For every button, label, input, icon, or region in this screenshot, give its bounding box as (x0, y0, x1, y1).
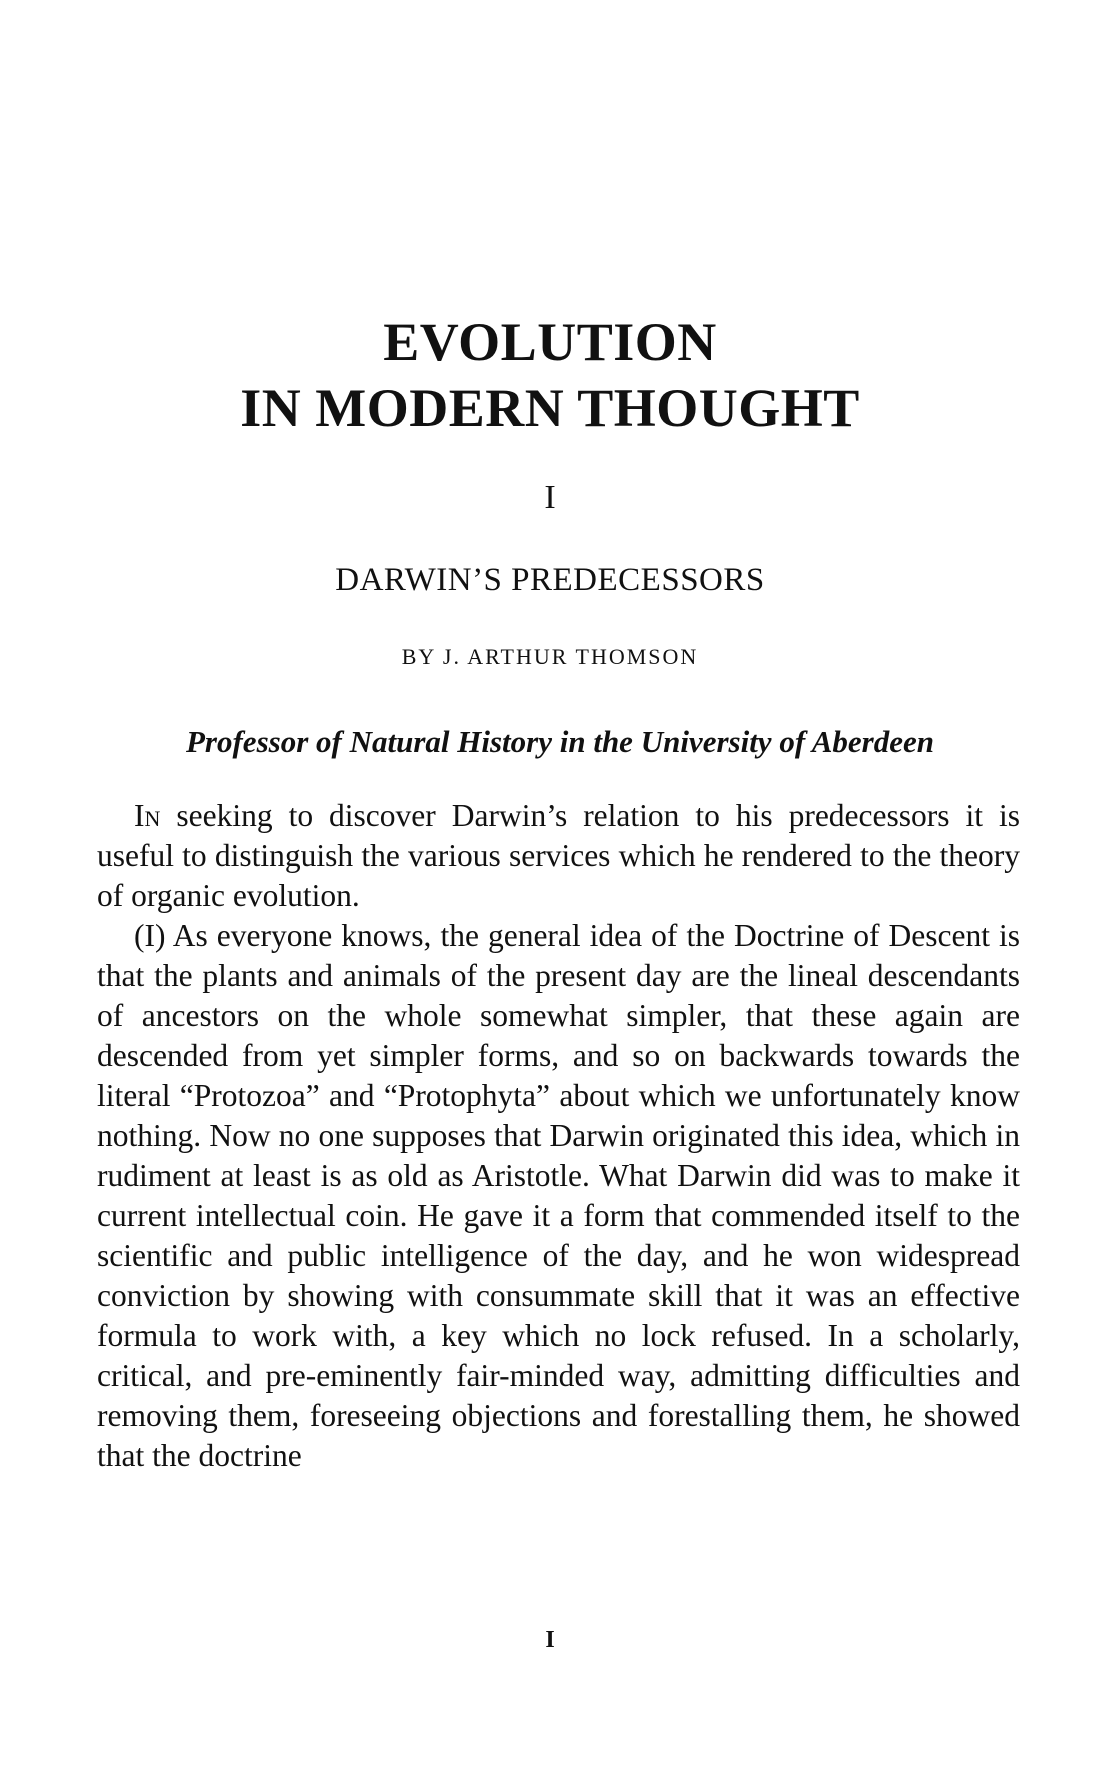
paragraph-1 (97, 796, 1020, 916)
paragraph-lead: In (134, 798, 161, 833)
author-affiliation: Professor of Natural History in the University of Aberdeen (185, 724, 934, 759)
paragraph-text: (I) As everyone knows, the general idea of the Doctrine of Descent is that the plants and animals of the present day are the lineal descendants of ancestors on the whole somewhat simpler, that these again are descended from yet simpler forms, and so on backwards towards the literal “Protozoa” and “Protophyta” about which we unfortunately know nothing. Now no one supposes that Darwin originated this idea, which in rudiment at least is as old as Aristotle. What Darwin did was to make it current intellectual coin. He gave it a form that commended itself to the scientific and public intelligence of the day, and he won widespread conviction by showing with consummate skill that it was an effective formula to work with, a key which no lock refused. In a scholarly, critical, and pre-eminently fair-minded way, admitting difficulties and removing them, foreseeing objections and forestalling them, he showed that the doctrine (97, 918, 1020, 1473)
author-byline: BY J. ARTHUR THOMSON (401, 644, 699, 669)
paragraph-2 (97, 916, 1020, 1476)
book-title-line-1: EVOLUTION (383, 312, 717, 372)
page-number: I (545, 1627, 555, 1653)
chapter-title: DARWIN’S PREDECESSORS (335, 562, 765, 598)
paragraph-text: seeking to discover Darwin’s relation to his predecessors it is useful to distinguish the various services which he rendered to the theory of organic evolution. (97, 798, 1020, 913)
chapter-number: I (544, 479, 556, 516)
book-title-line-2: IN MODERN THOUGHT (240, 378, 860, 438)
body-text (97, 796, 1020, 1476)
